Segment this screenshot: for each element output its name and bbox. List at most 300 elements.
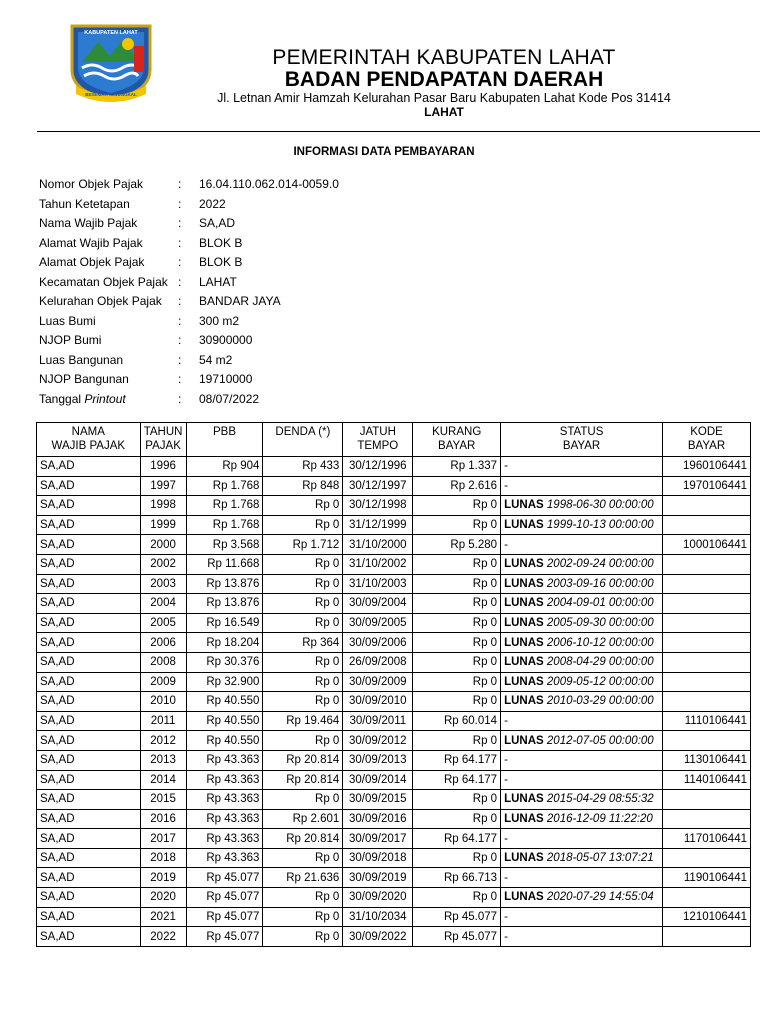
table-row (37, 594, 751, 614)
cell-tempo: 26/09/2008 (343, 652, 413, 672)
cell-kode (663, 692, 751, 712)
cell-nama: SA,AD (37, 476, 141, 496)
cell-denda: Rp 21.636 (263, 868, 343, 888)
info-row: Luas Bangunan : 54 m2 (39, 351, 439, 371)
cell-kode (663, 888, 751, 908)
cell-denda: Rp 0 (263, 692, 343, 712)
cell-kode: 1190106441 (663, 868, 751, 888)
cell-nama: SA,AD (37, 750, 141, 770)
cell-pbb: Rp 1.768 (186, 515, 263, 535)
info-row: Tanggal Printout : 08/07/2022 (39, 390, 439, 410)
cell-tempo: 31/10/2034 (343, 907, 413, 927)
table-row (37, 476, 751, 496)
table-row (37, 633, 751, 653)
status-badge: LUNAS (504, 656, 544, 669)
info-row: Nama Wajib Pajak : SA,AD (39, 214, 439, 234)
cell-nama: SA,AD (37, 594, 141, 614)
cell-kode: 1110106441 (663, 711, 751, 731)
cell-tempo: 30/09/2011 (343, 711, 413, 731)
cell-denda: Rp 20.814 (263, 770, 343, 790)
table-row (37, 711, 751, 731)
cell-kode (663, 790, 751, 810)
cell-tempo: 30/09/2010 (343, 692, 413, 712)
table-row (37, 535, 751, 555)
cell-status (501, 692, 663, 712)
cell-tahun: 2021 (140, 907, 186, 927)
cell-kode (663, 574, 751, 594)
cell-denda: Rp 0 (263, 927, 343, 947)
cell-tahun: 2000 (140, 535, 186, 555)
cell-status: - (501, 750, 663, 770)
info-row: Alamat Objek Pajak : BLOK B (39, 253, 439, 273)
cell-kurang: Rp 0 (413, 731, 501, 751)
info-value: 08/07/2022 (199, 391, 260, 406)
cell-nama: SA,AD (37, 888, 141, 908)
info-value: SA,AD (199, 216, 236, 230)
cell-tempo: 30/12/1996 (343, 457, 413, 477)
info-label: Alamat Wajib Pajak (39, 235, 143, 250)
column-header-denda: DENDA (*) (263, 423, 343, 457)
status-badge: LUNAS (504, 852, 544, 865)
cell-tempo: 30/09/2015 (343, 790, 413, 810)
cell-pbb: Rp 16.549 (186, 613, 263, 633)
cell-nama: SA,AD (37, 848, 141, 868)
cell-status: - (501, 711, 663, 731)
cell-nama: SA,AD (37, 535, 141, 555)
status-badge: LUNAS (504, 558, 544, 571)
info-row: Kecamatan Objek Pajak : LAHAT (39, 273, 439, 293)
cell-kode: 1970106441 (663, 476, 751, 496)
status-badge: LUNAS (504, 675, 544, 688)
cell-kode: 1210106441 (663, 907, 751, 927)
cell-kode (663, 672, 751, 692)
info-value: 300 m2 (199, 313, 240, 328)
cell-pbb: Rp 13.876 (186, 574, 263, 594)
table-row (37, 888, 751, 908)
document-title: INFORMASI DATA PEMBAYARAN (293, 146, 475, 158)
table-row (37, 848, 751, 868)
cell-status (501, 554, 663, 574)
cell-pbb: Rp 40.550 (186, 711, 263, 731)
cell-nama: SA,AD (37, 515, 141, 535)
cell-status (501, 848, 663, 868)
cell-tempo: 30/09/2012 (343, 731, 413, 751)
cell-kode: 1130106441 (663, 750, 751, 770)
status-badge: LUNAS (504, 891, 544, 904)
info-row: Alamat Wajib Pajak : BLOK B (39, 234, 439, 254)
cell-nama: SA,AD (37, 770, 141, 790)
column-header-kode: KODE BAYAR (663, 423, 751, 457)
cell-status: - (501, 476, 663, 496)
cell-pbb: Rp 904 (186, 457, 263, 477)
cell-tahun: 2011 (140, 711, 186, 731)
cell-tempo: 30/09/2006 (343, 633, 413, 653)
cell-nama: SA,AD (37, 633, 141, 653)
column-header-nama: NAMA WAJIB PAJAK (37, 423, 141, 457)
cell-nama: SA,AD (37, 927, 141, 947)
status-badge: LUNAS (504, 812, 544, 825)
info-value: 16.04.110.062.014-0059.0 (199, 177, 339, 191)
cell-tahun: 2013 (140, 750, 186, 770)
table-row (37, 652, 751, 672)
cell-tempo: 30/12/1998 (343, 496, 413, 516)
info-label: Nama Wajib Pajak (39, 216, 138, 230)
tax-object-info (39, 175, 439, 409)
cell-denda: Rp 20.814 (263, 829, 343, 849)
info-label: Luas Bangunan (39, 352, 124, 367)
cell-denda: Rp 0 (263, 672, 343, 692)
info-label: NJOP Bangunan (39, 372, 129, 386)
cell-kurang: Rp 64.177 (413, 829, 501, 849)
cell-pbb: Rp 32.900 (186, 672, 263, 692)
column-header-pbb: PBB (186, 423, 263, 457)
cell-tahun: 2012 (140, 731, 186, 751)
cell-nama: SA,AD (37, 790, 141, 810)
cell-denda: Rp 0 (263, 574, 343, 594)
cell-kurang: Rp 45.077 (413, 927, 501, 947)
cell-kurang: Rp 0 (413, 888, 501, 908)
cell-status (501, 594, 663, 614)
cell-tahun: 2009 (140, 672, 186, 692)
cell-tahun: 1998 (140, 496, 186, 516)
table-row (37, 770, 751, 790)
cell-denda: Rp 0 (263, 731, 343, 751)
cell-kurang: Rp 60.014 (413, 711, 501, 731)
logo-text-bottom: BESEMAH SEJUNGKAL (85, 92, 137, 97)
payment-date: 2010-03-29 00:00:00 (543, 695, 654, 708)
cell-pbb: Rp 11.668 (186, 554, 263, 574)
cell-pbb: Rp 45.077 (186, 907, 263, 927)
cell-pbb: Rp 1.768 (186, 476, 263, 496)
cell-nama: SA,AD (37, 829, 141, 849)
info-label: Alamat Objek Pajak (39, 255, 145, 269)
cell-kode (663, 613, 751, 633)
cell-status: - (501, 770, 663, 790)
table-row (37, 731, 751, 751)
info-label: NJOP Bumi (39, 333, 102, 347)
payment-date: 2018-05-07 13:07:21 (543, 852, 654, 865)
cell-status (501, 731, 663, 751)
table-row (37, 927, 751, 947)
table-row (37, 613, 751, 633)
cell-tahun: 1999 (140, 515, 186, 535)
cell-kode (663, 515, 751, 535)
cell-tahun: 2019 (140, 868, 186, 888)
column-header-status: STATUS BAYAR (501, 423, 663, 457)
cell-tempo: 30/12/1997 (343, 476, 413, 496)
cell-nama: SA,AD (37, 692, 141, 712)
payment-table (36, 422, 751, 947)
cell-kode (663, 652, 751, 672)
table-row (37, 829, 751, 849)
cell-tempo: 30/09/2018 (343, 848, 413, 868)
status-badge: LUNAS (504, 519, 544, 532)
cell-denda: Rp 0 (263, 848, 343, 868)
cell-kode (663, 594, 751, 614)
cell-nama: SA,AD (37, 496, 141, 516)
table-row (37, 692, 751, 712)
info-label: Luas Bumi (39, 313, 96, 328)
cell-tempo: 30/09/2016 (343, 809, 413, 829)
cell-tahun: 1996 (140, 457, 186, 477)
info-value: BLOK B (199, 235, 243, 250)
cell-denda: Rp 364 (263, 633, 343, 653)
payment-date: 2005-09-30 00:00:00 (543, 617, 654, 630)
cell-kurang: Rp 45.077 (413, 907, 501, 927)
status-badge: LUNAS (504, 499, 544, 512)
info-label: Tahun Ketetapan (39, 196, 130, 211)
payment-date: 2015-04-29 08:55:32 (543, 793, 654, 806)
cell-tahun: 2016 (140, 809, 186, 829)
header-divider (37, 131, 760, 132)
cell-pbb: Rp 43.363 (186, 848, 263, 868)
cell-denda: Rp 1.712 (263, 535, 343, 555)
cell-kode: 1170106441 (663, 829, 751, 849)
cell-kurang: Rp 64.177 (413, 770, 501, 790)
cell-pbb: Rp 45.077 (186, 927, 263, 947)
payment-date: 2002-09-24 00:00:00 (543, 558, 654, 571)
cell-tempo: 31/10/2002 (343, 554, 413, 574)
column-header-tahun: TAHUN PAJAK (140, 423, 186, 457)
cell-status (501, 496, 663, 516)
cell-status: - (501, 829, 663, 849)
cell-kode (663, 927, 751, 947)
cell-status (501, 790, 663, 810)
cell-nama: SA,AD (37, 672, 141, 692)
cell-tahun: 2004 (140, 594, 186, 614)
table-row (37, 907, 751, 927)
cell-tempo: 31/12/1999 (343, 515, 413, 535)
cell-tahun: 2017 (140, 829, 186, 849)
cell-tempo: 30/09/2009 (343, 672, 413, 692)
cell-kurang: Rp 0 (413, 652, 501, 672)
cell-kurang: Rp 0 (413, 594, 501, 614)
status-badge: LUNAS (504, 636, 544, 649)
letterhead-address: Jl. Letnan Amir Hamzah Kelurahan Pasar Baru Kabupaten Lahat Kode Pos 31414 (217, 91, 671, 105)
cell-pbb: Rp 45.077 (186, 868, 263, 888)
cell-kurang: Rp 66.713 (413, 868, 501, 888)
table-header-row (37, 423, 751, 457)
cell-nama: SA,AD (37, 554, 141, 574)
cell-denda: Rp 433 (263, 457, 343, 477)
info-value: BLOK B (199, 255, 243, 269)
cell-denda: Rp 19.464 (263, 711, 343, 731)
status-badge: LUNAS (504, 734, 544, 747)
cell-kurang: Rp 0 (413, 574, 501, 594)
cell-kurang: Rp 0 (413, 809, 501, 829)
cell-kode: 1960106441 (663, 457, 751, 477)
cell-pbb: Rp 43.363 (186, 790, 263, 810)
table-row (37, 809, 751, 829)
cell-kurang: Rp 1.337 (413, 457, 501, 477)
cell-kurang: Rp 0 (413, 848, 501, 868)
cell-status: - (501, 868, 663, 888)
payment-date: 1998-06-30 00:00:00 (543, 499, 654, 512)
payment-date: 2006-10-12 00:00:00 (543, 636, 654, 649)
cell-kode (663, 731, 751, 751)
cell-kode: 1140106441 (663, 770, 751, 790)
cell-tahun: 2010 (140, 692, 186, 712)
cell-tahun: 2020 (140, 888, 186, 908)
payment-date: 2009-05-12 00:00:00 (543, 675, 654, 688)
cell-denda: Rp 0 (263, 613, 343, 633)
info-label: Nomor Objek Pajak (39, 177, 144, 191)
cell-kurang: Rp 64.177 (413, 750, 501, 770)
cell-status (501, 574, 663, 594)
cell-nama: SA,AD (37, 613, 141, 633)
cell-tahun: 2005 (140, 613, 186, 633)
cell-kurang: Rp 5.280 (413, 535, 501, 555)
cell-status (501, 652, 663, 672)
table-row (37, 574, 751, 594)
cell-tempo: 30/09/2020 (343, 888, 413, 908)
cell-tahun: 2006 (140, 633, 186, 653)
column-header-kurang: KURANG BAYAR (413, 423, 501, 457)
cell-status (501, 888, 663, 908)
cell-tempo: 31/10/2003 (343, 574, 413, 594)
cell-nama: SA,AD (37, 731, 141, 751)
cell-kode (663, 554, 751, 574)
info-row: Nomor Objek Pajak : 16.04.110.062.014-0059.0 (39, 175, 439, 195)
cell-denda: Rp 0 (263, 594, 343, 614)
cell-pbb: Rp 40.550 (186, 731, 263, 751)
logo-text-top: KABUPATEN LAHAT (84, 30, 138, 36)
cell-pbb: Rp 30.376 (186, 652, 263, 672)
cell-status (501, 613, 663, 633)
info-value: 2022 (199, 196, 226, 211)
table-row (37, 496, 751, 516)
cell-kode: 1000106441 (663, 535, 751, 555)
cell-kurang: Rp 0 (413, 515, 501, 535)
info-row: Kelurahan Objek Pajak : BANDAR JAYA (39, 292, 439, 312)
cell-kurang: Rp 0 (413, 613, 501, 633)
payment-date: 2016-12-09 11:22:20 (543, 812, 653, 825)
table-row (37, 790, 751, 810)
cell-kurang: Rp 0 (413, 692, 501, 712)
cell-status: - (501, 535, 663, 555)
cell-tempo: 30/09/2005 (343, 613, 413, 633)
cell-nama: SA,AD (37, 907, 141, 927)
table-row (37, 868, 751, 888)
cell-kurang: Rp 2.616 (413, 476, 501, 496)
letterhead-government: PEMERINTAH KABUPATEN LAHAT (272, 46, 616, 69)
info-row: NJOP Bumi : 30900000 (39, 331, 439, 351)
cell-nama: SA,AD (37, 711, 141, 731)
cell-tempo: 30/09/2013 (343, 750, 413, 770)
letterhead-agency: BADAN PENDAPATAN DAERAH (284, 68, 604, 91)
info-row: Luas Bumi : 300 m2 (39, 312, 439, 332)
cell-tempo: 30/09/2017 (343, 829, 413, 849)
status-badge: LUNAS (504, 617, 544, 630)
info-value: 30900000 (199, 333, 253, 347)
status-badge: LUNAS (504, 793, 544, 806)
info-value: BANDAR JAYA (199, 294, 281, 308)
info-label: Kecamatan Objek Pajak (39, 274, 168, 289)
cell-pbb: Rp 43.363 (186, 750, 263, 770)
table-row (37, 672, 751, 692)
cell-pbb: Rp 43.363 (186, 770, 263, 790)
column-header-tempo: JATUH TEMPO (343, 423, 413, 457)
cell-tempo: 30/09/2004 (343, 594, 413, 614)
payment-date: 2004-09-01 00:00:00 (543, 597, 654, 610)
cell-pbb: Rp 3.568 (186, 535, 263, 555)
cell-status: - (501, 927, 663, 947)
letterhead-city: LAHAT (424, 105, 464, 119)
cell-tahun: 2015 (140, 790, 186, 810)
status-badge: LUNAS (504, 597, 544, 610)
cell-denda: Rp 848 (263, 476, 343, 496)
cell-denda: Rp 0 (263, 515, 343, 535)
cell-pbb: Rp 43.363 (186, 809, 263, 829)
cell-status: - (501, 907, 663, 927)
cell-tempo: 30/09/2019 (343, 868, 413, 888)
table-row (37, 457, 751, 477)
payment-date: 2003-09-16 00:00:00 (543, 577, 654, 590)
cell-kurang: Rp 0 (413, 554, 501, 574)
cell-pbb: Rp 13.876 (186, 594, 263, 614)
cell-status (501, 672, 663, 692)
table-row (37, 750, 751, 770)
cell-kode (663, 809, 751, 829)
cell-tahun: 2008 (140, 652, 186, 672)
cell-pbb: Rp 40.550 (186, 692, 263, 712)
cell-kurang: Rp 0 (413, 633, 501, 653)
payment-date: 2008-04-29 00:00:00 (543, 656, 654, 669)
cell-tahun: 2002 (140, 554, 186, 574)
cell-tahun: 2018 (140, 848, 186, 868)
cell-tempo: 30/09/2014 (343, 770, 413, 790)
cell-kode (663, 848, 751, 868)
cell-denda: Rp 2.601 (263, 809, 343, 829)
cell-status (501, 633, 663, 653)
cell-denda: Rp 0 (263, 496, 343, 516)
status-badge: LUNAS (504, 577, 544, 590)
cell-kode (663, 496, 751, 516)
cell-kurang: Rp 0 (413, 496, 501, 516)
table-row (37, 554, 751, 574)
cell-status (501, 809, 663, 829)
cell-denda: Rp 20.814 (263, 750, 343, 770)
payment-date: 2020-07-29 14:55:04 (543, 891, 654, 904)
cell-nama: SA,AD (37, 809, 141, 829)
payment-date: 1999-10-13 00:00:00 (543, 519, 654, 532)
cell-pbb: Rp 1.768 (186, 496, 263, 516)
payment-date: 2012-07-05 00:00:00 (543, 734, 654, 747)
info-label: Kelurahan Objek Pajak (39, 294, 162, 308)
info-value: 19710000 (199, 372, 253, 386)
cell-nama: SA,AD (37, 457, 141, 477)
cell-tahun: 2003 (140, 574, 186, 594)
cell-pbb: Rp 18.204 (186, 633, 263, 653)
cell-tahun: 1997 (140, 476, 186, 496)
cell-pbb: Rp 45.077 (186, 888, 263, 908)
cell-status (501, 515, 663, 535)
cell-nama: SA,AD (37, 868, 141, 888)
table-row (37, 515, 751, 535)
cell-denda: Rp 0 (263, 652, 343, 672)
cell-denda: Rp 0 (263, 888, 343, 908)
cell-nama: SA,AD (37, 574, 141, 594)
table-body (37, 457, 751, 947)
cell-kode (663, 633, 751, 653)
info-value: LAHAT (199, 274, 237, 289)
cell-kurang: Rp 0 (413, 672, 501, 692)
cell-kurang: Rp 0 (413, 790, 501, 810)
cell-tempo: 30/09/2022 (343, 927, 413, 947)
cell-denda: Rp 0 (263, 790, 343, 810)
cell-denda: Rp 0 (263, 907, 343, 927)
cell-tempo: 31/10/2000 (343, 535, 413, 555)
